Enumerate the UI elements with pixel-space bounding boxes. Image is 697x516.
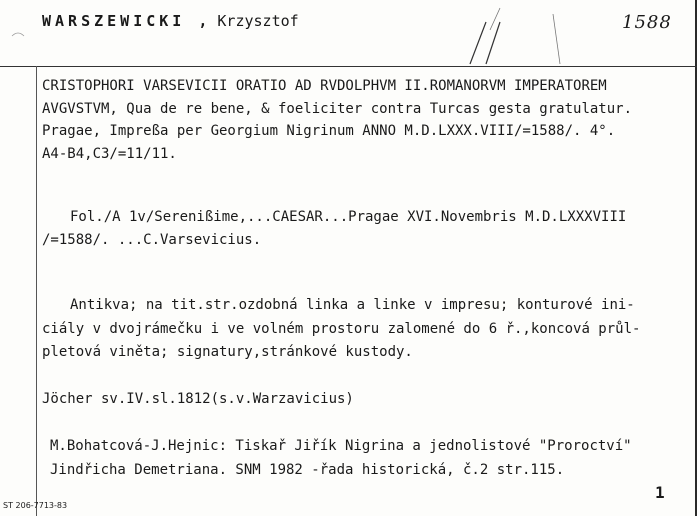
author-surname: WARSZEWICKI ,: [42, 12, 212, 30]
card-number: 1: [655, 483, 665, 502]
reference-line: Jöcher sv.IV.sl.1812(s.v.Warzavicius): [42, 391, 354, 407]
title-line-1: CRISTOPHORI VARSEVICII ORATIO AD RVDOLPHVM II.ROMANORVM IMPERATOREM: [42, 78, 607, 94]
title-line-2: AVGVSTVM, Qua de re bene, & foeliciter contra Turcas gesta gratulatur.: [42, 101, 633, 117]
incipit-line-1: Fol./A 1v/Serenißime,...CAESAR...Pragae XVI.Novembris M.D.LXXXVIII: [70, 209, 627, 225]
top-rule: [0, 66, 697, 67]
literature-line-1: M.Bohatcová-J.Hejnic: Tiskař Jiřík Nigrina a jednolistové "Proroctví": [50, 438, 632, 454]
incipit-line-2: /=1588/. ...C.Varsevicius.: [42, 232, 262, 248]
author-firstname: Krzysztof: [217, 12, 299, 30]
description-line-2: ciály v dvojrámečku i ve volném prostoru zalomené do 6 ř.,koncová průl-: [42, 321, 641, 337]
title-line-4: A4-B4,C3/=11/11.: [42, 146, 177, 162]
title-line-3: Pragae, Impreßa per Georgium Nigrinum ANNO M.D.LXXX.VIII/=1588/. 4°.: [42, 123, 616, 139]
signature-mark: 1588: [622, 12, 672, 33]
author-heading: [42, 12, 299, 30]
left-rule: [36, 66, 37, 516]
description-line-1: Antikva; na tit.str.ozdobná linka a linke v impresu; konturové ini-: [70, 297, 635, 313]
description-line-3: pletová viněta; signatury,stránkové kustody.: [42, 344, 413, 360]
literature-line-2: Jindřicha Demetriana. SNM 1982 -řada historická, č.2 str.115.: [50, 462, 565, 478]
print-code: ST 206-7713-83: [3, 501, 68, 510]
